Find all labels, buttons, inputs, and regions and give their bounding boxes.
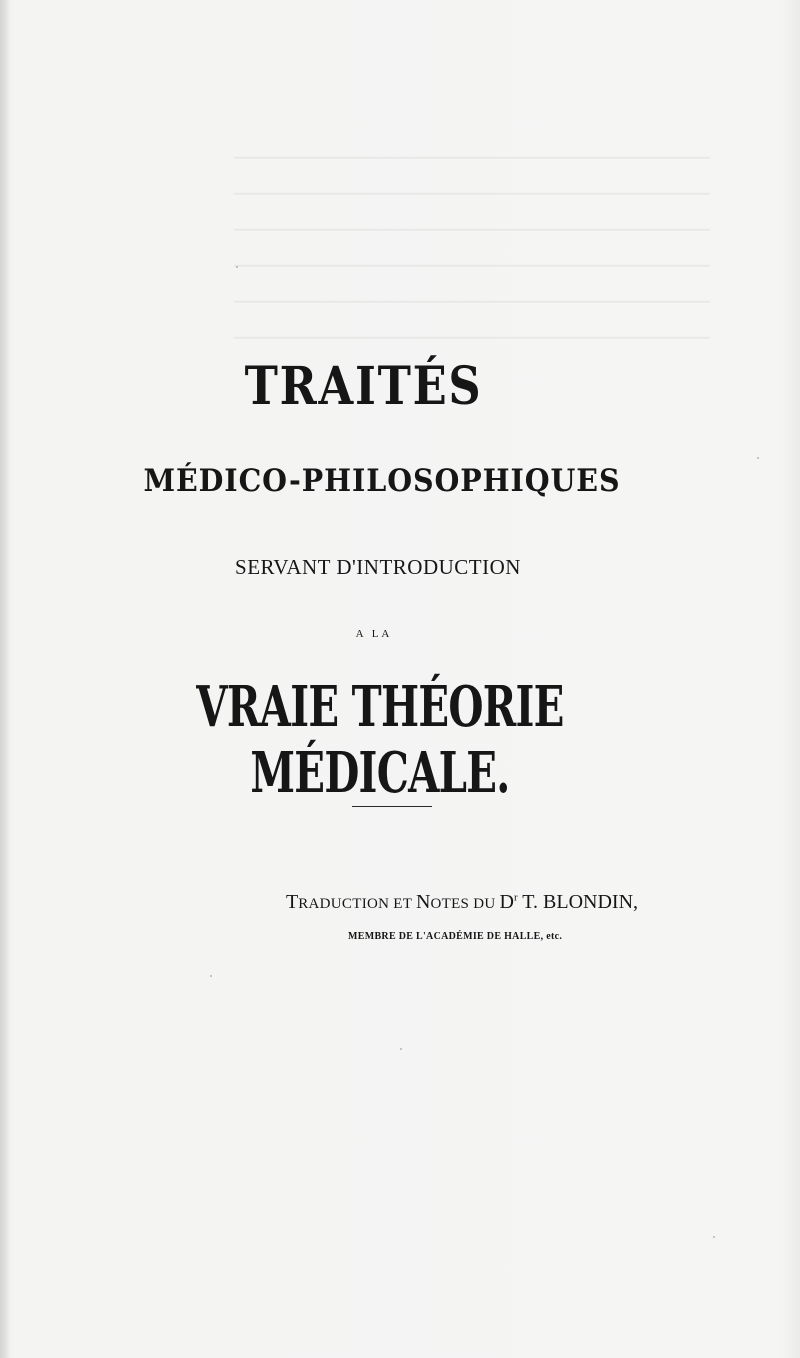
speck: [757, 457, 759, 459]
speck: [236, 266, 238, 268]
membership-line: MEMBRE DE L'ACADÉMIE DE HALLE, etc.: [348, 931, 563, 942]
translation-credit: [286, 891, 638, 914]
subtitle-medico-philosophiques: MÉDICO-PHILOSOPHIQUES: [143, 463, 621, 499]
credit-author-name: T. BLONDIN,: [517, 891, 639, 913]
credit-t: T: [286, 891, 299, 913]
divider-rule: [352, 806, 432, 807]
bleed-through-text: ──────────────────────────── ──────────────────────────── ──────────────────────────── ──────────────────────────── ──────────────────────────── ────────────────────────────: [233, 145, 710, 351]
credit-traduction-rest: RADUCTION ET: [298, 896, 417, 912]
credit-doctor-sup: r: [514, 891, 518, 904]
servant-d-introduction: SERVANT D'INTRODUCTION: [235, 555, 521, 579]
vraie-theorie-medicale: VRAIE THÉORIE MÉDICALE.: [196, 674, 564, 806]
title-traites: TRAITÉS: [244, 356, 483, 417]
credit-n: N: [416, 891, 431, 913]
page-edge-shadow: [0, 0, 10, 1358]
speck: [713, 1236, 715, 1238]
credit-notes-rest: OTES DU: [430, 896, 500, 912]
speck: [210, 975, 212, 977]
speck: [400, 1048, 402, 1050]
credit-doctor: D: [499, 891, 514, 913]
a-la-text: A LA: [355, 628, 393, 640]
